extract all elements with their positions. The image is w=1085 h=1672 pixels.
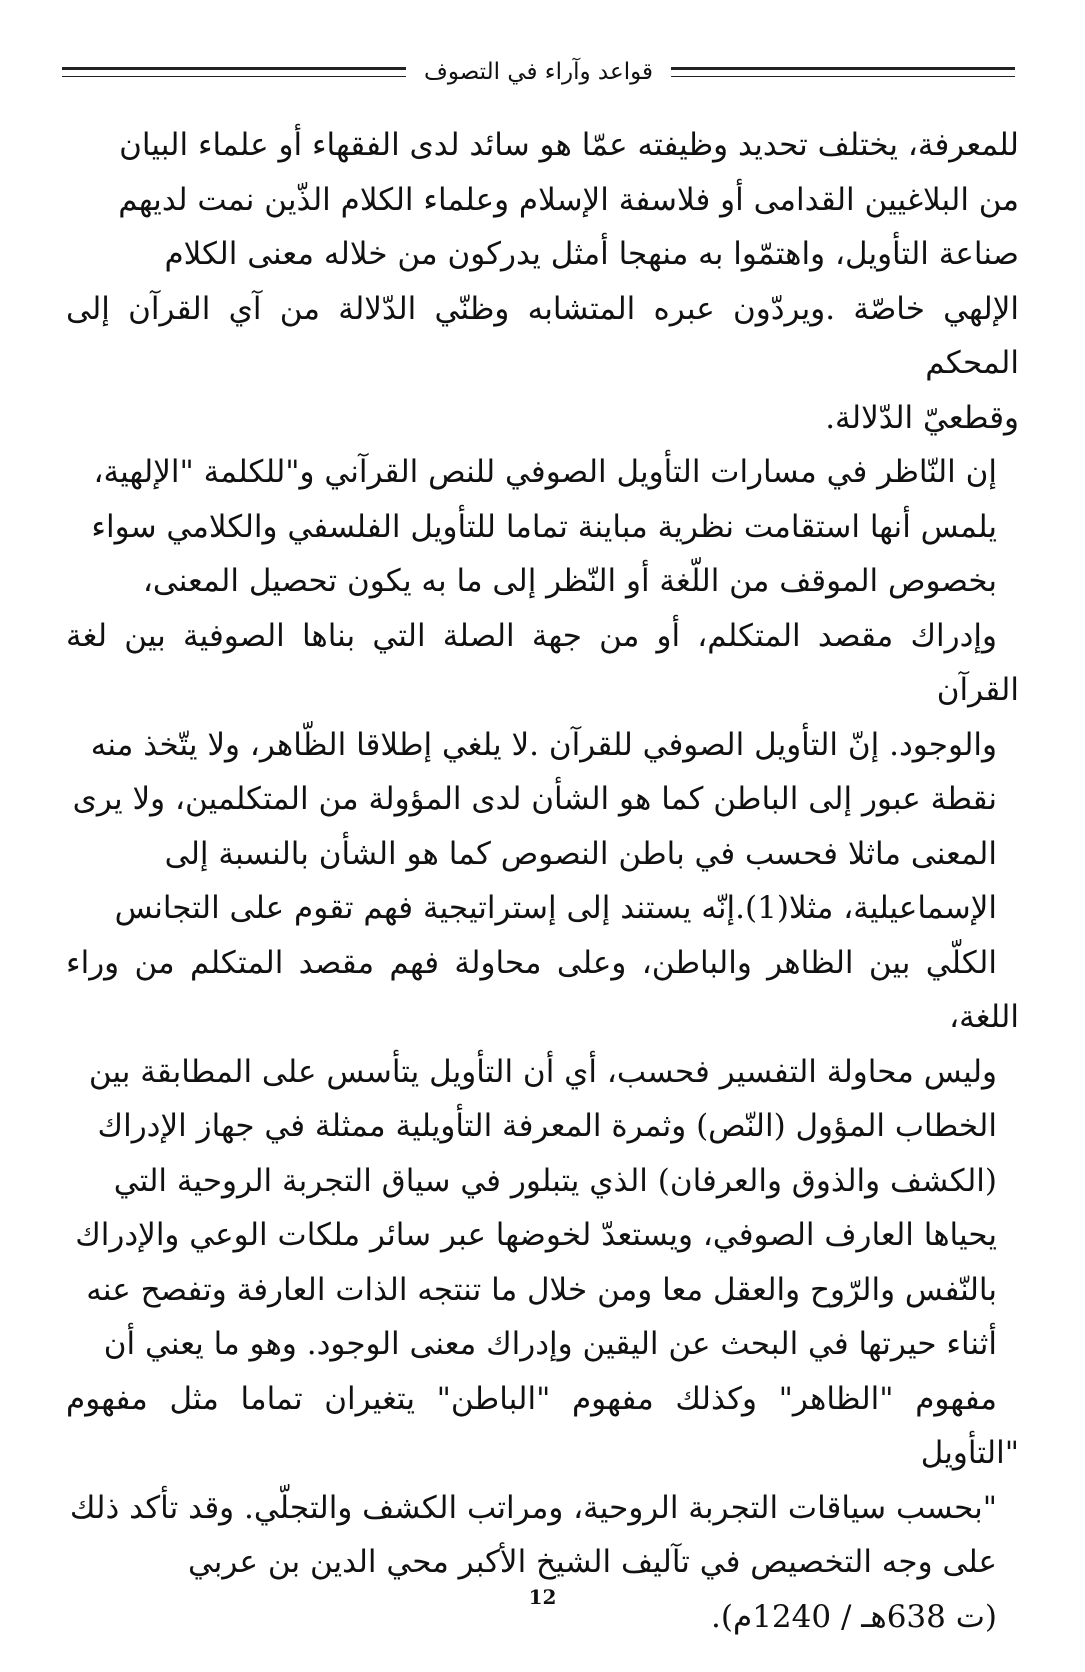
text-line: على وجه التخصيص في تآليف الشيخ الأكبر محي الدين بن عربي bbox=[187, 1544, 997, 1580]
text-line: الكلّي بين الظاهر والباطن، وعلى محاولة فهم مقصد المتكلم من وراء اللغة، bbox=[66, 944, 1019, 1035]
header-rule-right bbox=[671, 67, 1015, 77]
text-line: يحياها العارف الصوفي، ويستعدّ لخوضها عبر سائر ملكات الوعي والإدراك bbox=[75, 1217, 997, 1253]
text-line: وإدراك مقصد المتكلم، أو من جهة الصلة التي بناها الصوفية بين لغة القرآن bbox=[66, 617, 1019, 708]
text-line: مفهوم "الظاهر" وكذلك مفهوم "الباطن" يتغيران تماما مثل مفهوم "التأويل bbox=[66, 1380, 1019, 1471]
text-line: للمعرفة، يختلف تحديد وظيفته عمّا هو سائد لدى الفقهاء أو علماء البيان bbox=[119, 127, 1019, 163]
paragraph-2 bbox=[66, 445, 1019, 1644]
running-title: قواعد وآراء في التصوف bbox=[424, 59, 653, 85]
text-line: الخطاب المؤول (النّص) وثمرة المعرفة التأويلية ممثلة في جهاز الإدراك bbox=[97, 1108, 997, 1144]
text-line: صناعة التأويل، واهتمّوا به منهجا أمثل يدركون من خلاله معنى الكلام bbox=[164, 236, 1019, 272]
text-line: وقطعيّ الدّلالة. bbox=[825, 399, 1019, 436]
text-line: (الكشف والذوق والعرفان) الذي يتبلور في سياق التجربة الروحية التي bbox=[113, 1162, 997, 1199]
page-number: 12 bbox=[528, 1585, 557, 1609]
text-line: المعنى ماثلا فحسب في باطن النصوص كما هو الشأن بالنسبة إلى bbox=[164, 835, 997, 872]
text-line: نقطة عبور إلى الباطن كما هو الشأن لدى المؤولة من المتكلمين، ولا يرى bbox=[72, 781, 997, 817]
text-line: (ت 638هـ / 1240م). bbox=[711, 1598, 997, 1635]
text-line: من البلاغيين القدامى أو فلاسفة الإسلام وعلماء الكلام الذّين نمت لديهم bbox=[118, 181, 1019, 218]
text-line: الإسماعيلية، مثلا(1).إنّه يستند إلى إستراتيجية فهم تقوم على التجانس bbox=[114, 890, 997, 926]
text-line: بخصوص الموقف من اللّغة أو النّظر إلى ما به يكون تحصيل المعنى، bbox=[142, 563, 997, 599]
text-line: "بحسب سياقات التجربة الروحية، ومراتب الكشف والتجلّي. وقد تأكد ذلك bbox=[69, 1489, 997, 1526]
text-line: بالنّفس والرّوح والعقل معا ومن خلال ما تنتجه الذات العارفة وتفصح عنه bbox=[86, 1271, 997, 1308]
text-line: أثناء حيرتها في البحث عن اليقين وإدراك معنى الوجود. وهو ما يعني أن bbox=[103, 1326, 997, 1362]
text-line: يلمس أنها استقامت نظرية مباينة تماما للتأويل الفلسفي والكلامي سواء bbox=[91, 508, 997, 545]
text-line: والوجود. إنّ التأويل الصوفي للقرآن .لا يلغي إطلاقا الظّاهر، ولا يتّخذ منه bbox=[90, 726, 997, 763]
text-line: وليس محاولة التفسير فحسب، أي أن التأويل يتأسس على المطابقة بين bbox=[88, 1053, 997, 1090]
text-line: إن النّاظر في مسارات التأويل الصوفي للنص القرآني و"للكلمة "الإلهية، bbox=[93, 454, 997, 490]
paragraph-1 bbox=[66, 118, 1019, 445]
header-rule-left bbox=[62, 67, 406, 77]
running-header bbox=[62, 52, 1015, 92]
body-text bbox=[66, 118, 1019, 1644]
text-line: الإلهي خاصّة .ويردّون عبره المتشابه وظنّي الدّلالة من آي القرآن إلى المحكم bbox=[66, 290, 1019, 381]
